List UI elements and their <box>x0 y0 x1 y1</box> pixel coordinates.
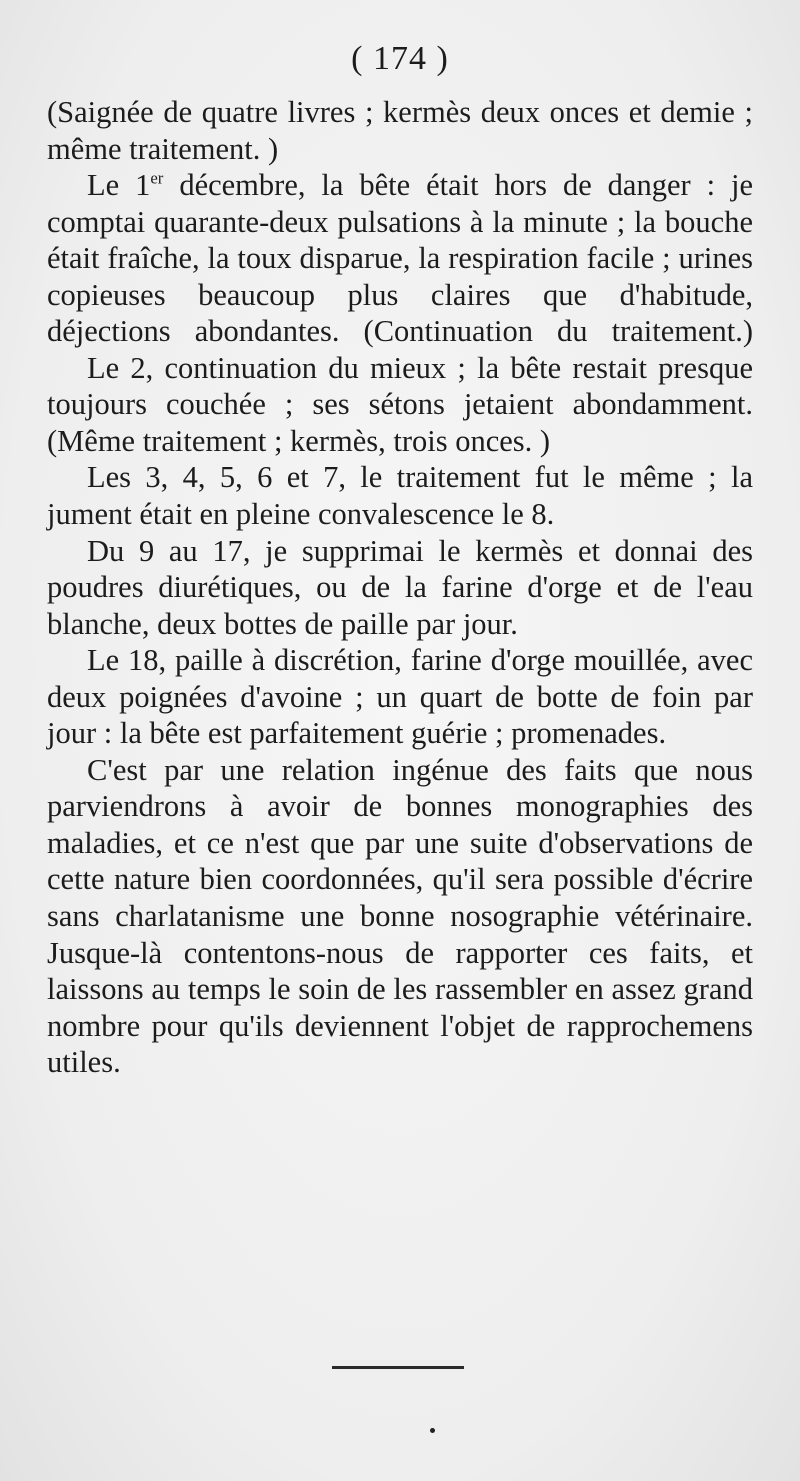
ink-speck <box>430 1428 435 1433</box>
paragraph-2: Le 1er décembre, la bête était hors de danger : je comptai quarante-deux pulsations à la minute ; la bouche était fraîche, la toux disparue, la respiration facile ; urines copieuses beaucoup plus claires que d'habitude, déjections abondantes. (Continuation du traitement.) <box>47 168 753 349</box>
paragraph-6: Le 18, paille à discrétion, farine d'orge mouillée, avec deux poignées d'avoine ; un quart de botte de foin par jour : la bête est parfaitement guérie ; promenades. <box>47 643 753 751</box>
paragraph-4: Les 3, 4, 5, 6 et 7, le traitement fut le même ; la jument était en pleine convalescence le 8. <box>47 460 753 532</box>
page-number: ( 174 ) <box>351 40 449 77</box>
paragraph-5: Du 9 au 17, je supprimai le kermès et donnai des poudres diurétiques, ou de la farine d'orge et de l'eau blanche, deux bottes de paille par jour. <box>47 533 753 641</box>
paragraph-3: Le 2, continuation du mieux ; la bête restait presque toujours couchée ; ses sétons jetaient abondamment. (Même traitement ; kermès, trois onces. ) <box>47 350 753 458</box>
section-divider-rule <box>332 1366 464 1369</box>
paragraph-1: (Saignée de quatre livres ; kermès deux onces et demie ; même traitement. ) <box>47 95 753 166</box>
body-text <box>47 94 753 1081</box>
paragraph-7: C'est par une relation ingénue des faits que nous parviendrons à avoir de bonnes monographies des maladies, et ce n'est que par une suite d'observations de cette nature bien coordonnées, qu'il sera possible d'écrire sans charlatanisme une bonne nosographie vétérinaire. Jusque-là contentons-nous de rapporter ces faits, et laissons au temps le soin de les rassembler en assez grand nombre pour qu'ils deviennent l'objet de rapprochemens utiles. <box>47 752 753 1080</box>
